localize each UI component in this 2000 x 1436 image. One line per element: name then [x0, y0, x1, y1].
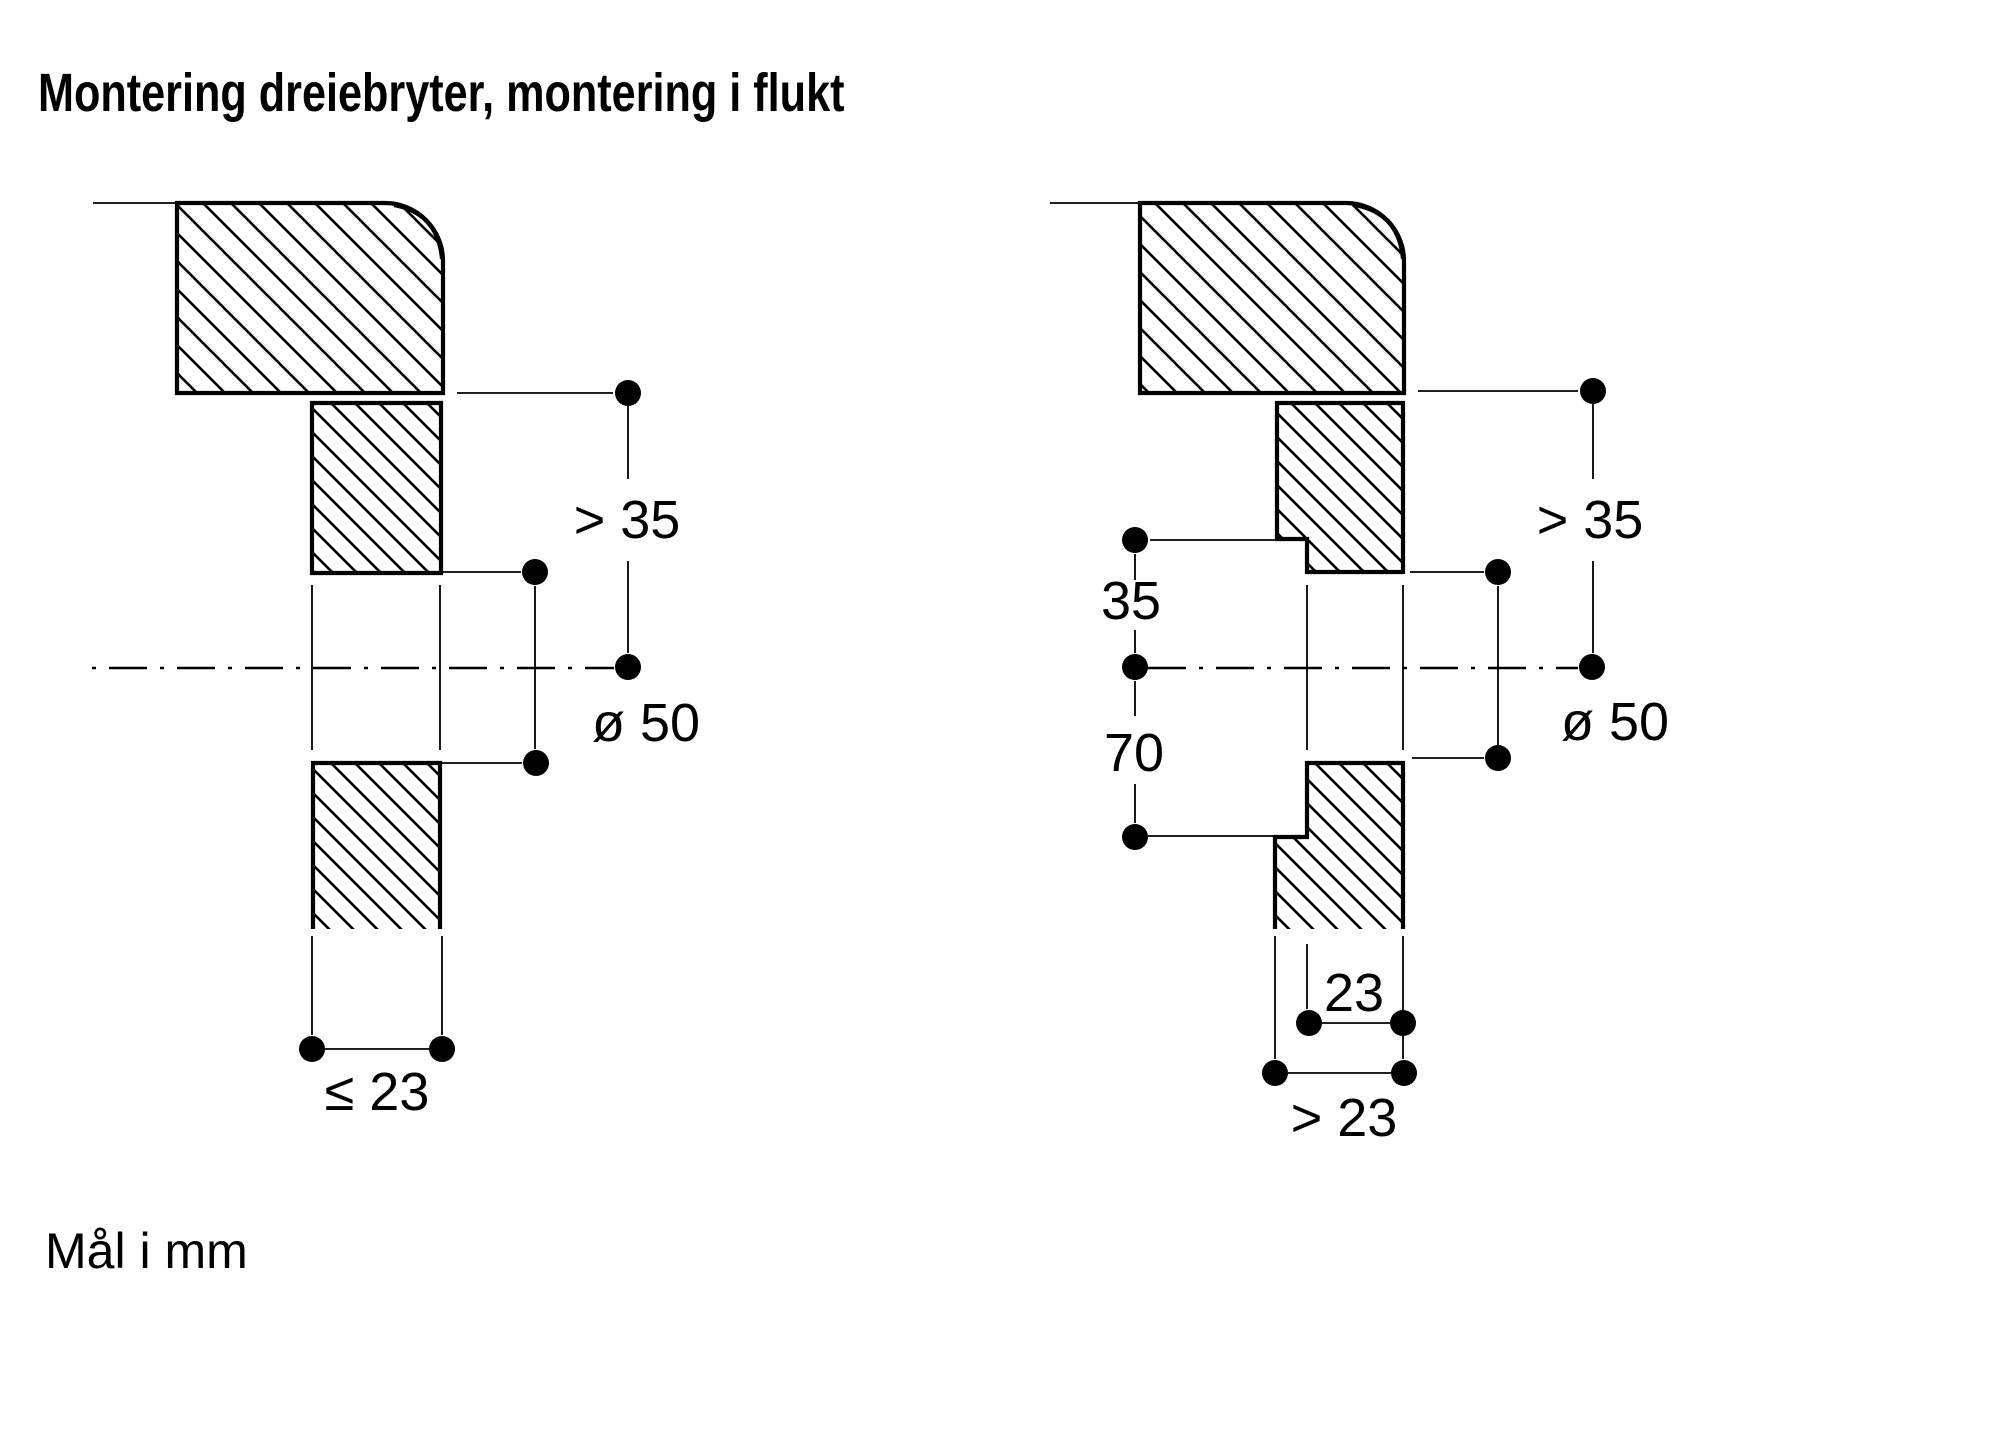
panel-lower-section — [313, 763, 440, 929]
dimension-label: > 23 — [1290, 1088, 1398, 1148]
panel-lower-section — [1275, 763, 1403, 929]
dimension-dot — [429, 1036, 455, 1062]
dimension-max-panel-thickness — [299, 936, 455, 1122]
dimension-dot — [1122, 654, 1148, 680]
dimension-dot — [615, 654, 641, 680]
dimension-dot — [1262, 1060, 1288, 1086]
dimension-hole-diameter — [1410, 559, 1669, 771]
dimension-label: 70 — [1103, 723, 1165, 783]
dimension-dot — [1579, 654, 1605, 680]
dimension-dot — [1296, 1010, 1322, 1036]
dimension-label: ø 50 — [592, 693, 701, 753]
dimension-label: 23 — [1323, 963, 1385, 1023]
units-note: Mål i mm — [45, 1223, 248, 1279]
dimension-label: 35 — [1100, 571, 1162, 631]
dimension-label: > 35 — [573, 490, 681, 550]
dimension-dot — [1580, 378, 1606, 404]
dimension-dot — [615, 380, 641, 406]
dimension-dot — [523, 750, 549, 776]
right-diagram — [1050, 203, 1669, 1148]
dimension-extension-lines — [312, 936, 442, 1035]
dimension-min-distance-below-worktop — [457, 380, 680, 680]
dimension-label: ø 50 — [1561, 692, 1670, 752]
dimension-recess-extents — [1101, 527, 1276, 850]
dimension-label: ≤ 23 — [324, 1062, 430, 1122]
worktop-section — [177, 203, 443, 393]
dimension-dot — [1485, 559, 1511, 585]
dimension-remaining-front-thickness — [1296, 936, 1416, 1059]
dimension-label: > 35 — [1536, 490, 1644, 550]
dimension-dot — [522, 559, 548, 585]
dimension-dot — [1391, 1060, 1417, 1086]
panel-upper-section — [1277, 403, 1403, 572]
dimension-dot — [1122, 824, 1148, 850]
page-title: Montering dreiebryter, montering i flukt — [38, 63, 845, 123]
dimension-dot — [1485, 745, 1511, 771]
dimension-dot — [1390, 1010, 1416, 1036]
left-diagram — [92, 203, 700, 1122]
worktop-section — [1140, 203, 1404, 393]
dimension-dot — [1122, 527, 1148, 553]
panel-upper-section — [312, 403, 441, 573]
dimension-min-distance-below-worktop — [1418, 378, 1643, 680]
dimension-dot — [299, 1036, 325, 1062]
